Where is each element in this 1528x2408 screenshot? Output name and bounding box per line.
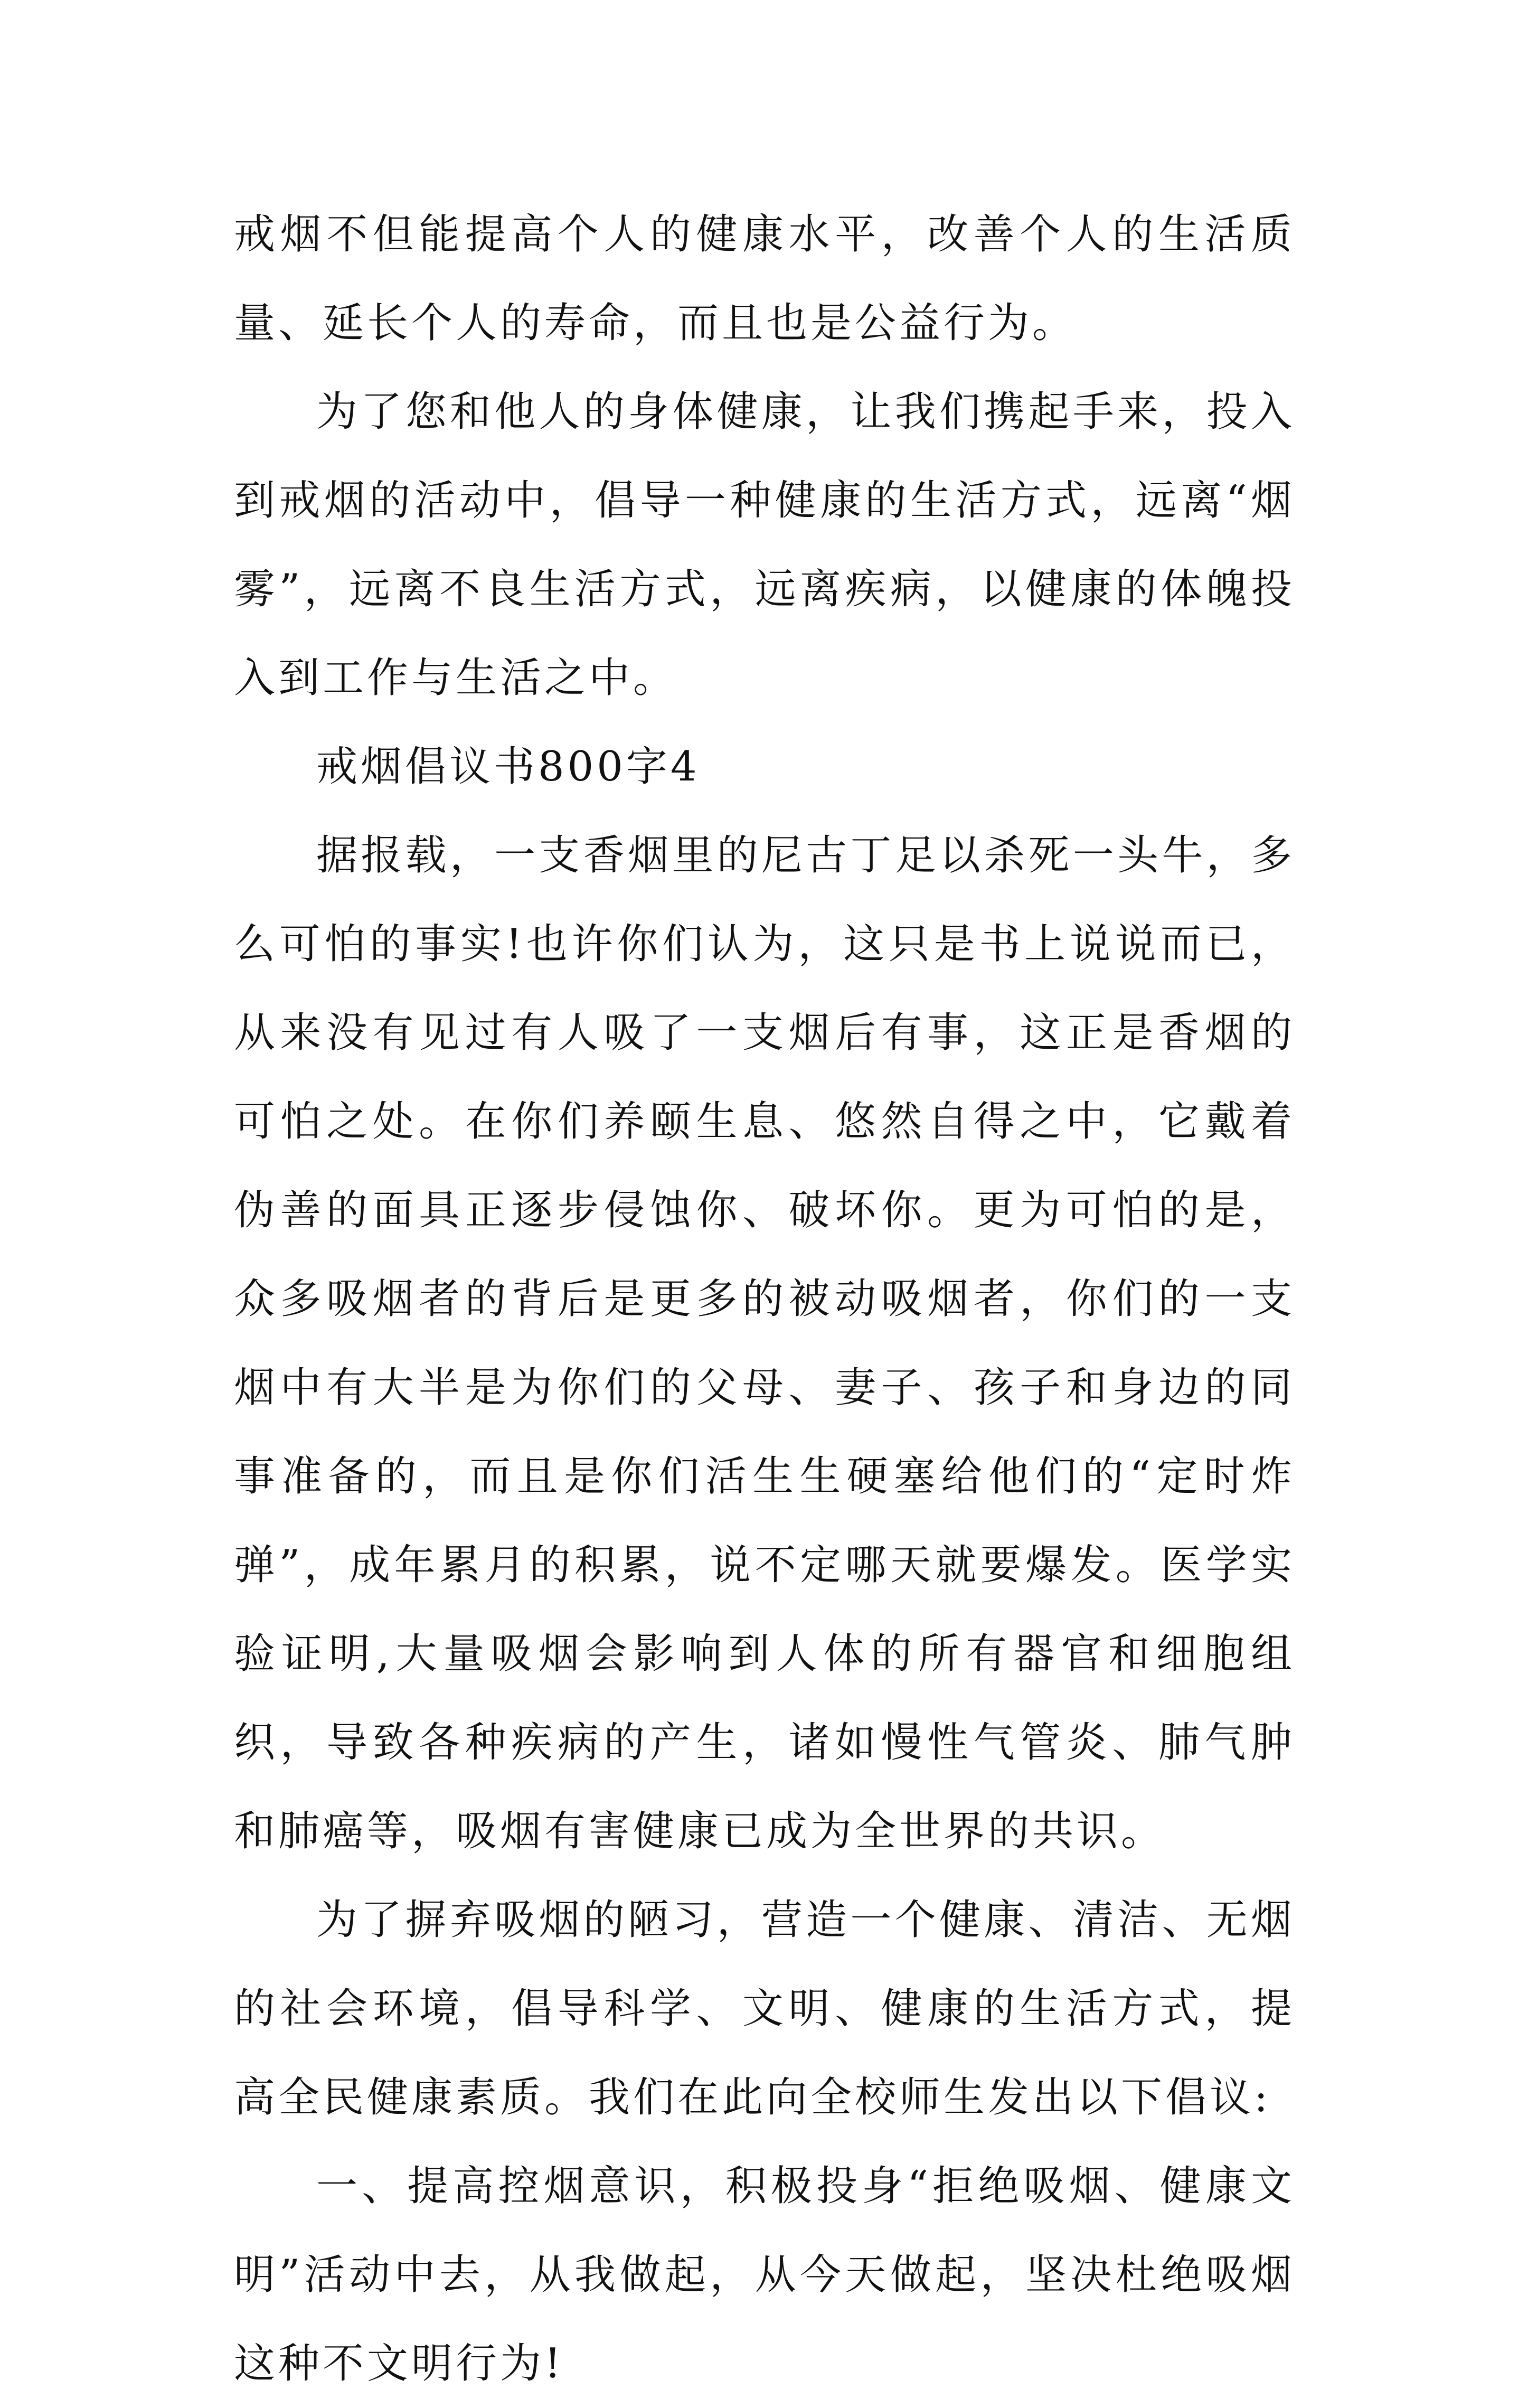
section-heading: 戒烟倡议书800字4 bbox=[316, 743, 700, 791]
paragraph-dangers: 据报载，一支香烟里的尼古丁足以杀死一头牛，多么可怕的事实!也许你们认为，这只是书上说说而已，从来没有见过有人吸了一支烟后有事，这正是香烟的可怕之处。在你们养颐生息、悠然自得之中，它戴着伪善的面具正逐步侵蚀你、破坏你。更为可怕的是，众多吸烟者的背后是更多的被动吸烟者，你们的一支烟中有大半是为你们的父母、妻子、孩子和身边的同事准备的，而且是你们活生生硬塞给他们的“定时炸弹”，成年累月的积累，说不定哪天就要爆发。医学实验证明,大量吸烟会影响到人体的所有器官和细胞组织，导致各种疾病的产生，诸如慢性气管炎、肺气肿和肺癌等，吸烟有害健康已成为全世界的共识。 bbox=[234, 832, 1295, 1855]
paragraph-proposal-intro: 为了摒弃吸烟的陋习，营造一个健康、清洁、无烟的社会环境，倡导科学、文明、健康的生活方式，提高全民健康素质。我们在此向全校师生发出以下倡议: bbox=[234, 1896, 1295, 2121]
document-body bbox=[234, 190, 1295, 2408]
paragraph-proposal-item-1: 一、提高控烟意识，积极投身“拒绝吸烟、健康文明”活动中去，从我做起，从今天做起，坚决杜绝吸烟这种不文明行为! bbox=[234, 2162, 1295, 2387]
paragraph-benefits: 戒烟不但能提高个人的健康水平，改善个人的生活质量、延长个人的寿命，而且也是公益行为。 bbox=[234, 211, 1295, 347]
paragraph-call-to-action: 为了您和他人的身体健康，让我们携起手来，投入到戒烟的活动中，倡导一种健康的生活方式，远离“烟雾”，远离不良生活方式，远离疾病，以健康的体魄投入到工作与生活之中。 bbox=[234, 388, 1295, 702]
